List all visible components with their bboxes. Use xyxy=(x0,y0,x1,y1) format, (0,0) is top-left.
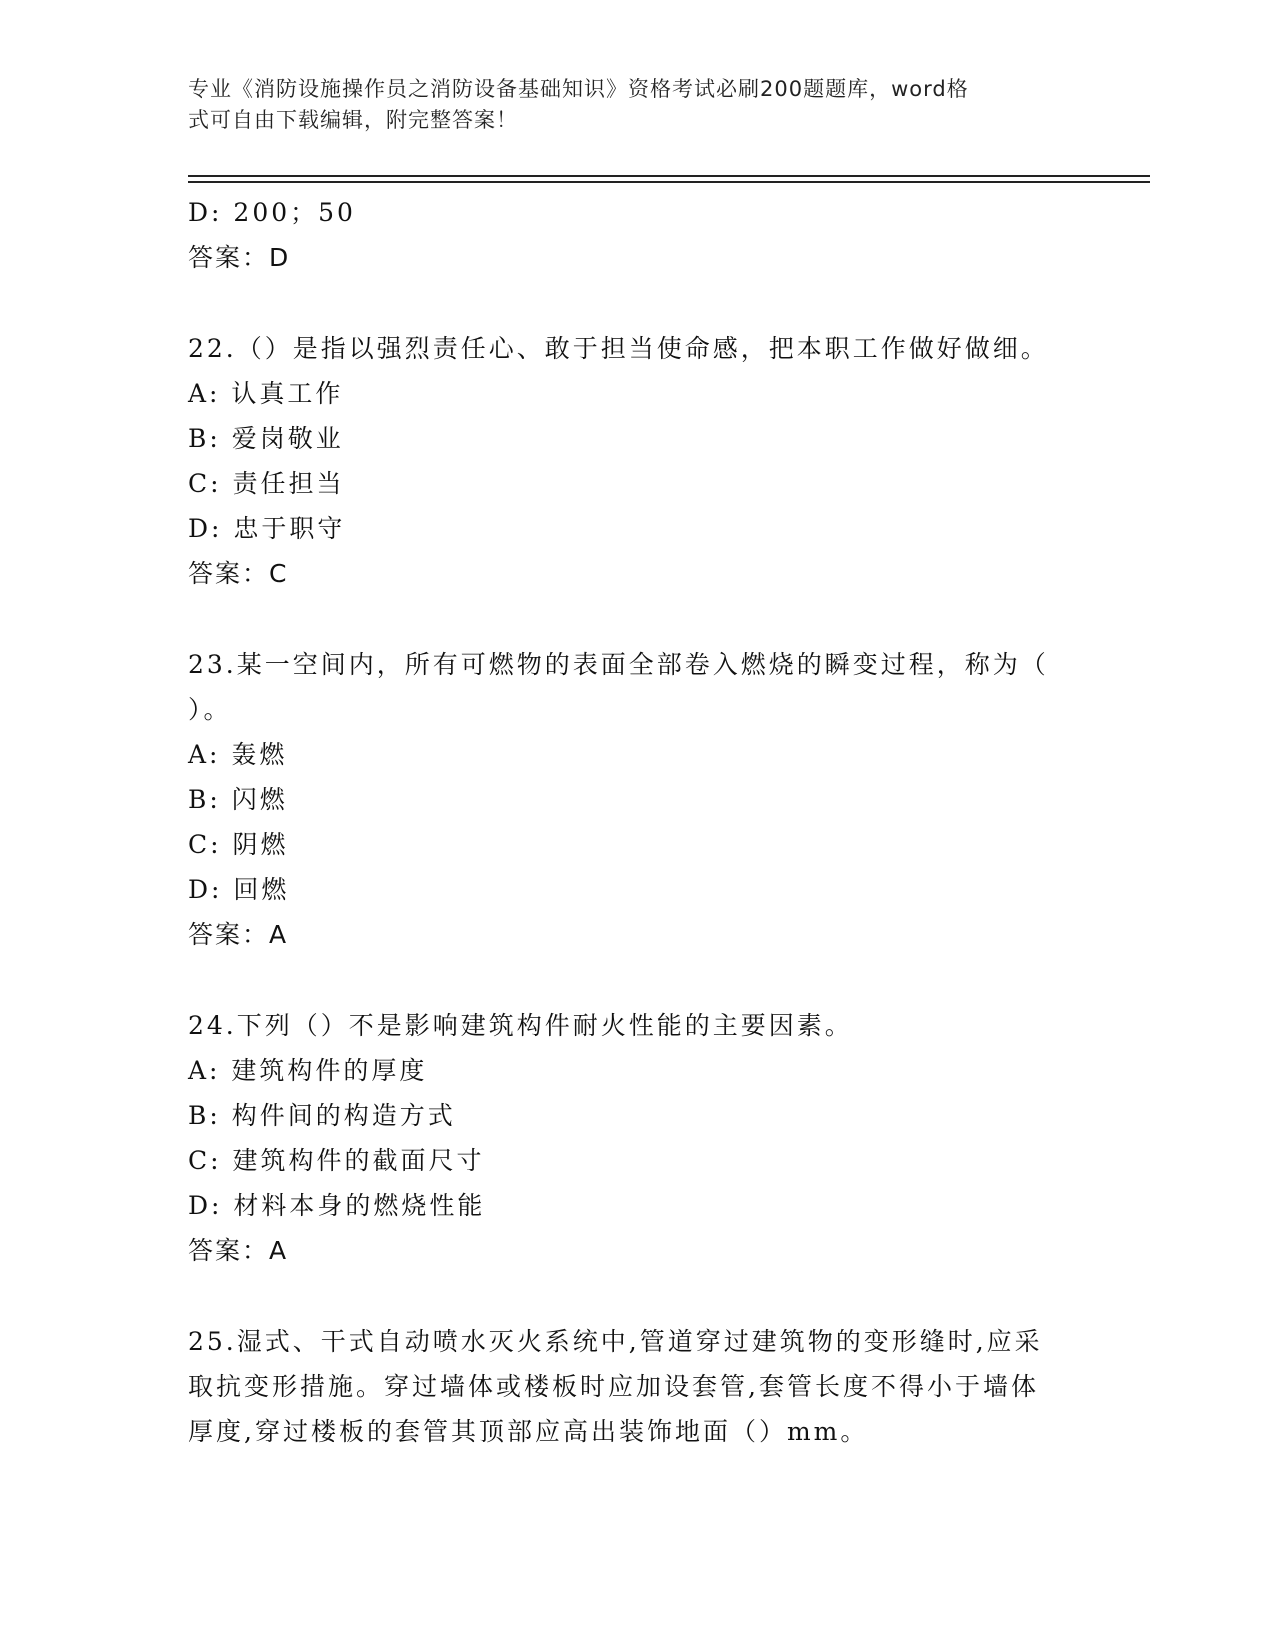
option-b: B: 构件间的构造方式 xyxy=(188,1101,456,1130)
question-text-line-1: 23.某一空间内，所有可燃物的表面全部卷入燃烧的瞬变过程，称为（ xyxy=(188,650,1049,679)
option-d: D: 200；50 xyxy=(188,198,356,227)
answer: 答案：A xyxy=(188,1236,289,1265)
option-d: D: 忠于职守 xyxy=(188,514,346,543)
question-24 xyxy=(188,1003,1088,1273)
option-c: C: 责任担当 xyxy=(188,469,345,498)
option-c: C: 阴燃 xyxy=(188,830,289,859)
question-text-line-3: 厚度,穿过楼板的套管其顶部应高出装饰地面（）mm。 xyxy=(188,1417,869,1446)
document-header xyxy=(188,74,1068,136)
question-text-line-2: 取抗变形措施。穿过墙体或楼板时应加设套管,套管长度不得小于墙体 xyxy=(188,1372,1039,1401)
question-text-line-2: ）。 xyxy=(188,695,232,724)
option-d: D: 回燃 xyxy=(188,875,290,904)
header-divider-bottom xyxy=(188,181,1150,183)
answer: 答案：D xyxy=(188,243,291,272)
option-b: B: 闪燃 xyxy=(188,785,288,814)
option-b: B: 爱岗敬业 xyxy=(188,424,344,453)
header-divider-top xyxy=(188,175,1150,177)
question-25 xyxy=(188,1319,1088,1454)
option-c: C: 建筑构件的截面尺寸 xyxy=(188,1146,485,1175)
option-a: A: 建筑构件的厚度 xyxy=(188,1056,428,1085)
question-text: 22.（）是指以强烈责任心、敢于担当使命感，把本职工作做好做细。 xyxy=(188,334,1049,363)
answer: 答案：A xyxy=(188,920,289,949)
question-23 xyxy=(188,642,1088,957)
question-text: 24.下列（）不是影响建筑构件耐火性能的主要因素。 xyxy=(188,1011,853,1040)
answer: 答案：C xyxy=(188,559,289,588)
option-d: D: 材料本身的燃烧性能 xyxy=(188,1191,486,1220)
header-line-2: 式可自由下载编辑，附完整答案！ xyxy=(188,108,518,132)
option-a: A: 认真工作 xyxy=(188,379,344,408)
question-list xyxy=(188,190,1088,1454)
question-22 xyxy=(188,326,1088,596)
question-text-line-1: 25.湿式、干式自动喷水灭火系统中,管道穿过建筑物的变形缝时,应采 xyxy=(188,1327,1043,1356)
previous-question-tail xyxy=(188,190,1088,280)
header-line-1: 专业《消防设施操作员之消防设备基础知识》资格考试必刷200题题库，word格 xyxy=(188,77,969,101)
option-a: A: 轰燃 xyxy=(188,740,288,769)
